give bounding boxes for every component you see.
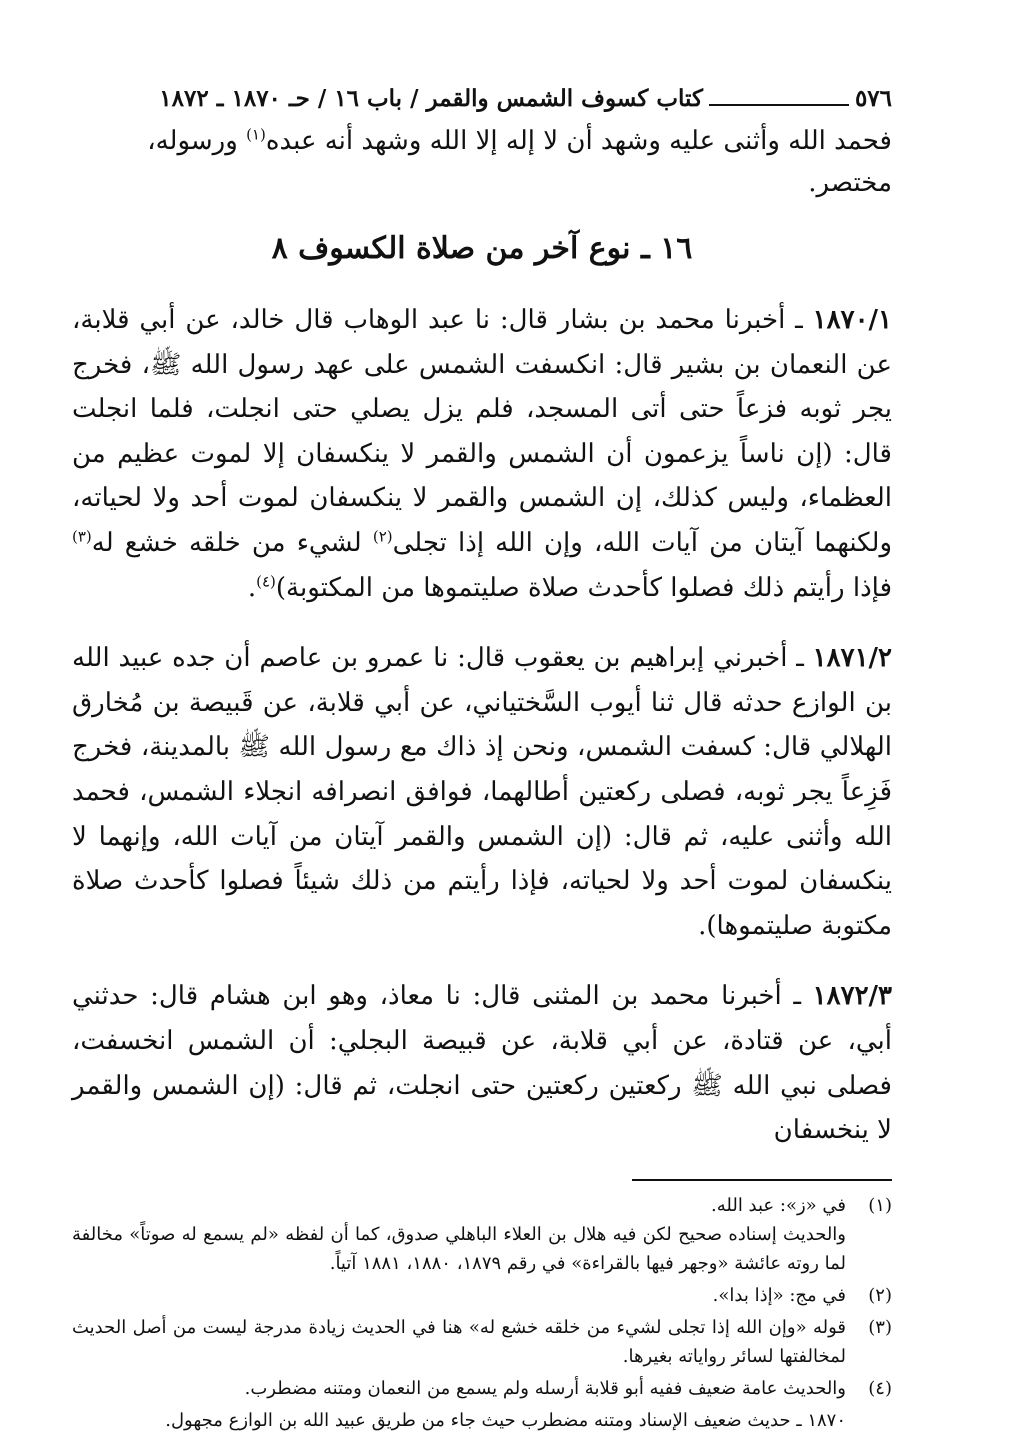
hadith-text: ـ أخبرنا محمد بن بشار قال: نا عبد الوهاب قال خالد، عن أبي قلابة، عن النعمان بن بشير قال: انكسفت الشمس على عهد رسول الله ﷺ، فخرج يجر ثوبه فزعاً حتى أتى المسجد، فلم يزل يصلي حتى انجلت، فلما انجلت قال: (إن ناساً يزعمون أن الشمس والقمر لا ينكسفان إلا لموت عظيم من العظماء، وليس كذلك، إن الشمس والقمر لا ينكسفان لموت أحد ولا لحياته، ولكنهما آيتان من آيات الله، وإن الله إذا تجلى bbox=[72, 305, 893, 558]
section-heading: ١٦ ـ نوع آخر من صلاة الكسوف ٨ bbox=[271, 231, 693, 266]
page-number: ٥٧٦ bbox=[854, 85, 892, 112]
footnote-line: والحديث إسناده صحيح لكن فيه هلال بن العلاء الباهلي صدوق، كما أن لفظه «لم يسمع له صوتاً» مخالفة لما روته عائشة «وجهر فيها بالقراءة» في رقم ١٨٧٩، ١٨٨٠، ١٨٨١ آتياً. bbox=[72, 1223, 846, 1274]
header-rule bbox=[709, 104, 849, 106]
running-header bbox=[72, 78, 892, 114]
hadith-number: ١٨٧٢/٣ bbox=[812, 981, 892, 1012]
hadith-paragraph bbox=[72, 636, 892, 948]
footnote-body bbox=[72, 1191, 846, 1278]
hadith-text: ـ أخبرنا محمد بن المثنى قال: نا معاذ، وهو ابن هشام قال: حدثني أبي، عن قتادة، عن أبي قلابة، عن قبيصة البجلي: أن الشمس انخسفت، فصلى نبي الله ﷺ ركعتين ركعتين حتى انجلت، ثم قال: (إن الشمس والقمر لا ينخسفان bbox=[72, 981, 892, 1146]
footnote-mark bbox=[846, 1406, 892, 1435]
footnote-mark: (٤) bbox=[868, 1377, 892, 1399]
footnote-divider bbox=[632, 1179, 892, 1181]
footnote-ref: (٢) bbox=[372, 527, 393, 546]
hadith-text: لشيء من خلقه خشع له bbox=[91, 527, 373, 558]
hadith-text: فإذا رأيتم ذلك فصلوا كأحدث صلاة صليتموها من المكتوبة) bbox=[275, 572, 892, 603]
footnote bbox=[72, 1313, 892, 1371]
footnote-body bbox=[72, 1313, 846, 1371]
continuation-text-part: فحمد الله وأثنى عليه وشهد أن لا إله إلا الله وشهد أنه عبده bbox=[265, 126, 892, 156]
hadith-number: ١٨٧١/٢ bbox=[812, 643, 892, 674]
footnote-body bbox=[72, 1406, 846, 1435]
footnote-ref: (١) bbox=[246, 125, 266, 144]
footnote-mark: (٣) bbox=[868, 1316, 892, 1338]
footnote-body bbox=[72, 1281, 846, 1310]
running-title: كتاب كسوف الشمس والقمر / باب ١٦ / حـ ١٨٧٠ ـ ١٨٧٢ bbox=[159, 85, 703, 112]
footnote-body bbox=[72, 1374, 846, 1403]
hadith-paragraph bbox=[72, 974, 892, 1152]
footnote-line: قوله «وإن الله إذا تجلى لشيء من خلقه خشع له» هنا في الحديث زيادة مدرجة ليست من أصل الحديث لمخالفتها لسائر رواياته بغيرها. bbox=[72, 1316, 846, 1367]
footnote-line: ١٨٧٠ ـ حديث ضعيف الإسناد ومتنه مضطرب حيث جاء من طريق عبيد الله بن الوازع مجهول. bbox=[165, 1409, 846, 1431]
hadith-text: . bbox=[247, 572, 257, 603]
continuation-text-part: ورسوله، مختصر. bbox=[147, 126, 892, 198]
book-page bbox=[72, 78, 892, 1438]
footnote bbox=[72, 1281, 892, 1310]
footnote-mark: (١) bbox=[868, 1194, 892, 1216]
footnote-mark: (٢) bbox=[868, 1284, 892, 1306]
hadith-paragraph bbox=[72, 298, 892, 610]
footnote-ref: (٤) bbox=[256, 571, 276, 590]
footnote-ref: (٣) bbox=[72, 527, 92, 546]
hadith-text: ـ أخبرني إبراهيم بن يعقوب قال: نا عمرو بن عاصم أن جده عبيد الله بن الوازع حدثه قال ثنا أيوب السَّختياني، عن أبي قلابة، عن قَبيصة بن مُخارق الهلالي قال: كسفت الشمس، ونحن إذ ذاك مع رسول الله ﷺ بالمدينة، فخرج فَزِعاً يجر ثوبه، فصلى ركعتين أطالهما، فوافق انصرافه انجلاء الشمس، فحمد الله وأثنى عليه، ثم قال: (إن الشمس والقمر آيتان من آيات الله، وإنهما لا ينكسفان لموت أحد ولا لحياته، فإذا رأيتم من ذلك شيئاً فصلوا كأحدث صلاة مكتوبة صليتموها). bbox=[72, 643, 892, 941]
footnote-line: والحديث عامة ضعيف ففيه أبو قلابة أرسله ولم يسمع من النعمان ومتنه مضطرب. bbox=[244, 1377, 846, 1399]
footnote-line: في مج: «إذا بدا». bbox=[712, 1284, 846, 1306]
continuation-text bbox=[72, 120, 892, 204]
footnote bbox=[72, 1374, 892, 1403]
hadith-number: ١٨٧٠/١ bbox=[812, 305, 892, 335]
footnote-line: في «ز»: عبد الله. bbox=[711, 1194, 846, 1216]
footnote bbox=[72, 1406, 892, 1435]
footnote bbox=[72, 1191, 892, 1278]
